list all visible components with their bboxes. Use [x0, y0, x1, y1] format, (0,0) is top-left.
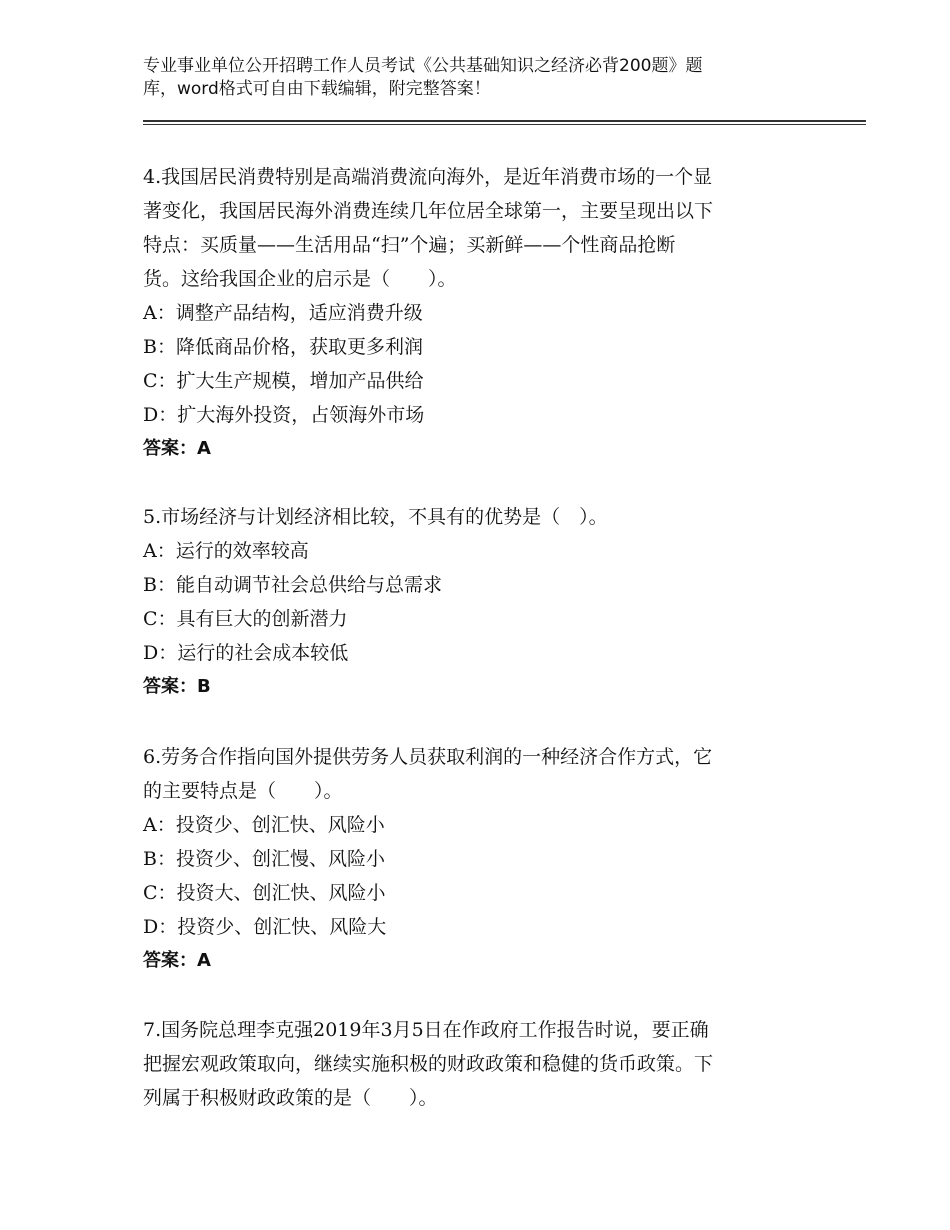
option-d: D：扩大海外投资，占领海外市场 [143, 404, 425, 426]
document-header [143, 55, 803, 101]
option-d: D：运行的社会成本较低 [143, 642, 349, 664]
stem-line: 7.国务院总理李克强2019年3月5日在作政府工作报告时说，要正确 [143, 1019, 709, 1041]
option-c: C：扩大生产规模，增加产品供给 [143, 370, 424, 392]
question-6 [143, 740, 803, 978]
header-line-2: 库，word格式可自由下载编辑，附完整答案！ [143, 79, 491, 99]
answer-label: 答案：A [143, 438, 211, 459]
stem-line: 货。这给我国企业的启示是（ ）。 [143, 268, 457, 290]
answer-label: 答案：B [143, 676, 211, 697]
header-line-1: 专业事业单位公开招聘工作人员考试《公共基础知识之经济必背200题》题 [143, 56, 703, 76]
stem-line: 列属于积极财政政策的是（ ）。 [143, 1087, 438, 1109]
option-a: A：投资少、创汇快、风险小 [143, 814, 385, 836]
option-b: B：投资少、创汇慢、风险小 [143, 848, 385, 870]
stem-line: 特点：买质量——生活用品“扫”个遍；买新鲜——个性商品抢断 [143, 234, 676, 256]
stem-line: 6.劳务合作指向国外提供劳务人员获取利润的一种经济合作方式，它 [143, 746, 713, 768]
question-stem [143, 500, 803, 534]
stem-line: 著变化，我国居民海外消费连续几年位居全球第一，主要呈现出以下 [143, 200, 714, 222]
stem-line: 4.我国居民消费特别是高端消费流向海外，是近年消费市场的一个显 [143, 166, 713, 188]
option-b: B：能自动调节社会总供给与总需求 [143, 574, 442, 596]
stem-line: 5.市场经济与计划经济相比较，不具有的优势是（ ）。 [143, 506, 608, 528]
stem-line: 把握宏观政策取向，继续实施积极的财政政策和稳健的货币政策。下 [143, 1053, 714, 1075]
question-stem [143, 740, 803, 808]
header-divider-thick [143, 120, 866, 122]
option-c: C：具有巨大的创新潜力 [143, 608, 348, 630]
header-divider-thin [143, 124, 866, 125]
answer-label: 答案：A [143, 950, 211, 971]
option-b: B：降低商品价格，获取更多利润 [143, 336, 423, 358]
option-a: A：运行的效率较高 [143, 540, 309, 562]
option-c: C：投资大、创汇快、风险小 [143, 882, 386, 904]
question-stem [143, 1013, 803, 1115]
question-5 [143, 500, 803, 704]
question-7 [143, 1013, 803, 1115]
option-d: D：投资少、创汇快、风险大 [143, 916, 387, 938]
question-stem [143, 160, 803, 296]
option-a: A：调整产品结构，适应消费升级 [143, 302, 423, 324]
question-4 [143, 160, 803, 466]
stem-line: 的主要特点是（ ）。 [143, 780, 343, 802]
